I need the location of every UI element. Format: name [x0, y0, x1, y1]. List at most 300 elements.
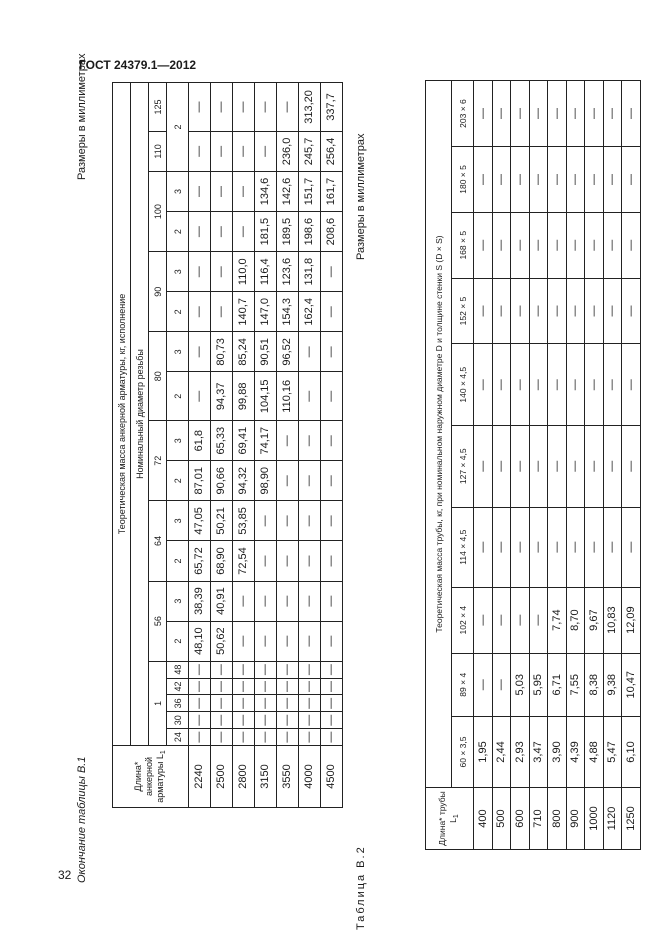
- length-cell: 4000: [299, 746, 321, 808]
- diameter-header: 72: [149, 421, 167, 501]
- mass-cell: —: [548, 278, 567, 344]
- mass-cell: 1,95: [474, 716, 493, 787]
- mass-cell: —: [529, 507, 548, 587]
- mass-cell: 8,38: [585, 653, 604, 716]
- mass-cell: —: [548, 344, 567, 426]
- diameter-header: 80: [149, 332, 167, 421]
- mass-cell: 98,90: [255, 461, 277, 501]
- mass-cell: —: [299, 581, 321, 621]
- mass-header: Теоретическая масса трубы, кг, при номинальном наружном диаметре D и толщине стенки S (D × S): [426, 81, 452, 788]
- length-cell: 2800: [233, 746, 255, 808]
- mass-cell: —: [511, 587, 530, 653]
- exec-subheader: 2: [167, 541, 189, 581]
- mass-cell: 123,6: [277, 252, 299, 292]
- mass-cell: —: [529, 212, 548, 278]
- mass-cell: —: [585, 147, 604, 213]
- mass-cell: —: [321, 421, 343, 461]
- mass-cell: —: [566, 212, 585, 278]
- mass-cell: —: [511, 212, 530, 278]
- table-row: [211, 83, 233, 808]
- mass-cell: —: [233, 83, 255, 132]
- mass-cell: —: [299, 678, 321, 695]
- mass-cell: —: [255, 131, 277, 171]
- length-header-text: Длина* анкерной арматуры L: [132, 754, 165, 803]
- table-row: [474, 81, 493, 850]
- mass-cell: —: [566, 344, 585, 426]
- mass-cell: 181,5: [255, 212, 277, 252]
- size-header: 89 × 4: [452, 653, 474, 716]
- mass-cell: 4,39: [566, 716, 585, 787]
- size-header: 180 × 5: [452, 147, 474, 213]
- exec-subheader: 2: [167, 621, 189, 661]
- mass-cell: —: [277, 661, 299, 678]
- mass-cell: —: [566, 278, 585, 344]
- mass-cell: —: [211, 252, 233, 292]
- mass-cell: —: [277, 729, 299, 746]
- mass-cell: —: [622, 212, 641, 278]
- mass-cell: —: [511, 426, 530, 508]
- diameter-header: 100: [149, 171, 167, 251]
- mass-cell: —: [622, 81, 641, 147]
- mass-cell: 245,7: [299, 131, 321, 171]
- length-header-sub: 1: [159, 750, 167, 755]
- mass-cell: —: [321, 541, 343, 581]
- mass-cell: —: [321, 661, 343, 678]
- mass-cell: 48,10: [189, 621, 211, 661]
- diameter-header: 64: [149, 501, 167, 581]
- mass-cell: 9,67: [585, 587, 604, 653]
- mass-cell: 110,0: [233, 252, 255, 292]
- mass-cell: —: [474, 507, 493, 587]
- mass-cell: 80,73: [211, 332, 233, 372]
- size-header: 152 × 5: [452, 278, 474, 344]
- mass-cell: 189,5: [277, 212, 299, 252]
- mass-cell: —: [277, 581, 299, 621]
- length-cell: 3150: [255, 746, 277, 808]
- mass-cell: 4,88: [585, 716, 604, 787]
- mass-cell: —: [233, 729, 255, 746]
- mass-cell: —: [321, 729, 343, 746]
- length-header-text: Длина* трубы L: [437, 791, 458, 846]
- mass-cell: —: [566, 81, 585, 147]
- mass-cell: —: [299, 729, 321, 746]
- mass-cell: —: [189, 661, 211, 678]
- mass-cell: —: [299, 712, 321, 729]
- mass-cell: 69,41: [233, 421, 255, 461]
- mass-cell: —: [529, 426, 548, 508]
- mass-cell: —: [189, 695, 211, 712]
- mass-cell: —: [492, 212, 511, 278]
- mass-cell: —: [529, 344, 548, 426]
- mass-cell: 147,0: [255, 292, 277, 332]
- mass-cell: —: [492, 653, 511, 716]
- length-header: [113, 746, 189, 808]
- mass-cell: 99,88: [233, 372, 255, 421]
- mass-cell: —: [255, 621, 277, 661]
- mass-cell: —: [233, 712, 255, 729]
- mass-cell: 9,38: [603, 653, 622, 716]
- mass-cell: 131,8: [299, 252, 321, 292]
- mass-cell: —: [511, 278, 530, 344]
- table-row: [566, 81, 585, 850]
- mass-cell: —: [474, 212, 493, 278]
- mass-cell: —: [492, 426, 511, 508]
- mass-cell: —: [255, 501, 277, 541]
- mass-cell: —: [277, 541, 299, 581]
- mass-cell: —: [492, 344, 511, 426]
- mass-cell: —: [622, 147, 641, 213]
- mass-cell: 40,91: [211, 581, 233, 621]
- mass-cell: 8,70: [566, 587, 585, 653]
- mass-cell: —: [321, 501, 343, 541]
- mass-cell: —: [277, 461, 299, 501]
- mass-cell: —: [233, 621, 255, 661]
- mass-cell: —: [299, 461, 321, 501]
- mass-cell: 94,32: [233, 461, 255, 501]
- mass-cell: —: [321, 678, 343, 695]
- mass-cell: —: [474, 587, 493, 653]
- length-header-sub: 1: [453, 814, 460, 819]
- table-row: [622, 81, 641, 850]
- mass-cell: —: [585, 212, 604, 278]
- exec-subheader: 3: [167, 421, 189, 461]
- exec-subheader: 3: [167, 332, 189, 372]
- document-header: ГОСТ 24379.1—2012: [79, 58, 197, 72]
- mass-cell: —: [321, 252, 343, 292]
- length-cell: 710: [529, 788, 548, 850]
- mass-cell: 10,83: [603, 587, 622, 653]
- mass-cell: 313,20: [299, 83, 321, 132]
- diameter-header: 125: [149, 83, 167, 132]
- mass-cell: —: [233, 581, 255, 621]
- mass-cell: —: [255, 541, 277, 581]
- mass-cell: 85,24: [233, 332, 255, 372]
- mass-cell: 236,0: [277, 131, 299, 171]
- mass-cell: 3,90: [548, 716, 567, 787]
- table-b2-grid: [425, 80, 641, 850]
- mass-cell: —: [233, 212, 255, 252]
- mass-cell: 65,72: [189, 541, 211, 581]
- mass-cell: —: [603, 278, 622, 344]
- mass-cell: 104,15: [255, 372, 277, 421]
- mass-cell: —: [321, 712, 343, 729]
- mass-cell: —: [233, 171, 255, 211]
- mass-cell: —: [529, 278, 548, 344]
- length-cell: 1000: [585, 788, 604, 850]
- length-cell: 2500: [211, 746, 233, 808]
- size-header: 114 × 4,5: [452, 507, 474, 587]
- mass-cell: —: [511, 81, 530, 147]
- mass-cell: 94,37: [211, 372, 233, 421]
- mass-cell: —: [585, 278, 604, 344]
- length-cell: 1120: [603, 788, 622, 850]
- mass-cell: 110,16: [277, 372, 299, 421]
- mass-cell: —: [492, 81, 511, 147]
- table-row: [277, 83, 299, 808]
- diameter-header: 90: [149, 252, 167, 332]
- mass-cell: —: [277, 83, 299, 132]
- table-b1-units: Размеры в миллиметрах: [76, 53, 88, 180]
- mass-cell: —: [211, 292, 233, 332]
- mass-cell: 140,7: [233, 292, 255, 332]
- mass-cell: —: [622, 507, 641, 587]
- mass-cell: —: [603, 147, 622, 213]
- mass-cell: —: [189, 212, 211, 252]
- mass-cell: —: [321, 372, 343, 421]
- table-row: [511, 81, 530, 850]
- mass-cell: 154,3: [277, 292, 299, 332]
- mass-cell: —: [511, 147, 530, 213]
- mass-cell: —: [585, 426, 604, 508]
- mass-cell: —: [277, 621, 299, 661]
- mass-cell: —: [511, 344, 530, 426]
- page-number: 32: [58, 868, 72, 882]
- mass-cell: 256,4: [321, 131, 343, 171]
- mass-cell: —: [211, 712, 233, 729]
- mass-cell: —: [321, 461, 343, 501]
- length-cell: 400: [474, 788, 493, 850]
- mass-cell: —: [189, 332, 211, 372]
- mass-cell: 90,66: [211, 461, 233, 501]
- mass-cell: —: [548, 147, 567, 213]
- mass-cell: 53,85: [233, 501, 255, 541]
- table-b2-caption: Таблица В.2: [355, 845, 367, 930]
- mass-cell: —: [299, 421, 321, 461]
- table-row: [603, 81, 622, 850]
- mass-cell: —: [566, 426, 585, 508]
- table-b1-caption: Окончание таблицы В.1: [76, 756, 88, 883]
- thread-header: Номинальный диаметр резьбы: [131, 83, 149, 746]
- table-b1: [112, 82, 343, 808]
- mass-cell: 7,74: [548, 587, 567, 653]
- mass-cell: 68,90: [211, 541, 233, 581]
- mass-cell: —: [548, 81, 567, 147]
- exec-subheader: 3: [167, 252, 189, 292]
- length-cell: 800: [548, 788, 567, 850]
- mass-cell: —: [255, 678, 277, 695]
- table-row: [585, 81, 604, 850]
- mass-cell: —: [211, 678, 233, 695]
- mass-cell: —: [492, 507, 511, 587]
- mass-cell: —: [511, 507, 530, 587]
- exec-subheader: 3: [167, 581, 189, 621]
- mass-cell: —: [529, 81, 548, 147]
- mass-cell: —: [492, 278, 511, 344]
- mass-cell: —: [321, 292, 343, 332]
- exec-subheader: 3: [167, 501, 189, 541]
- mass-cell: 161,7: [321, 171, 343, 211]
- mass-cell: —: [211, 212, 233, 252]
- mass-cell: —: [189, 729, 211, 746]
- table-row: [255, 83, 277, 808]
- mass-cell: —: [474, 653, 493, 716]
- length-cell: 500: [492, 788, 511, 850]
- mass-cell: —: [603, 426, 622, 508]
- mass-cell: —: [321, 581, 343, 621]
- mass-cell: —: [474, 81, 493, 147]
- mass-cell: —: [548, 426, 567, 508]
- size-header: 102 × 4: [452, 587, 474, 653]
- mass-cell: —: [233, 678, 255, 695]
- mass-cell: —: [299, 501, 321, 541]
- mass-header: Теоретическая масса анкерной арматуры, кг, исполнение: [113, 83, 131, 746]
- mass-cell: —: [299, 372, 321, 421]
- mass-cell: —: [211, 729, 233, 746]
- mass-cell: —: [474, 344, 493, 426]
- mass-cell: 50,21: [211, 501, 233, 541]
- mass-cell: —: [299, 621, 321, 661]
- mass-cell: —: [189, 171, 211, 211]
- mass-cell: —: [474, 426, 493, 508]
- mass-cell: 208,6: [321, 212, 343, 252]
- mass-cell: —: [277, 712, 299, 729]
- mass-cell: 162,4: [299, 292, 321, 332]
- mass-cell: 3,47: [529, 716, 548, 787]
- table-row: [321, 83, 343, 808]
- table-row: [548, 81, 567, 850]
- mass-cell: —: [603, 212, 622, 278]
- mass-cell: 134,6: [255, 171, 277, 211]
- mass-cell: —: [189, 83, 211, 132]
- mass-cell: 142,6: [277, 171, 299, 211]
- diameter-header: 30: [167, 712, 189, 729]
- mass-cell: 2,44: [492, 716, 511, 787]
- table-row: [299, 83, 321, 808]
- exec-subheader: 3: [167, 171, 189, 211]
- mass-cell: —: [277, 421, 299, 461]
- table-b2: [355, 80, 640, 930]
- length-cell: 1250: [622, 788, 641, 850]
- mass-cell: 96,52: [277, 332, 299, 372]
- mass-cell: 151,7: [299, 171, 321, 211]
- table-row: [529, 81, 548, 850]
- mass-cell: —: [277, 695, 299, 712]
- mass-cell: —: [255, 729, 277, 746]
- exec-subheader: 2: [167, 372, 189, 421]
- mass-cell: —: [233, 131, 255, 171]
- mass-cell: —: [211, 171, 233, 211]
- size-header: 203 × 6: [452, 81, 474, 147]
- length-cell: 2240: [189, 746, 211, 808]
- diameter-header: 48: [167, 661, 189, 678]
- mass-cell: 5,47: [603, 716, 622, 787]
- mass-cell: —: [321, 695, 343, 712]
- mass-cell: —: [585, 344, 604, 426]
- mass-cell: —: [566, 507, 585, 587]
- mass-cell: 5,95: [529, 653, 548, 716]
- mass-cell: —: [492, 587, 511, 653]
- exec-header-1: 1: [149, 661, 167, 745]
- mass-cell: 6,71: [548, 653, 567, 716]
- length-cell: 4500: [321, 746, 343, 808]
- table-row: [189, 83, 211, 808]
- mass-cell: —: [233, 695, 255, 712]
- mass-cell: 5,03: [511, 653, 530, 716]
- mass-cell: —: [529, 147, 548, 213]
- table-row: [492, 81, 511, 850]
- exec-subheader: 2: [167, 292, 189, 332]
- mass-cell: 87,01: [189, 461, 211, 501]
- mass-cell: 6,10: [622, 716, 641, 787]
- mass-cell: 10,47: [622, 653, 641, 716]
- mass-cell: —: [585, 81, 604, 147]
- mass-cell: 90,51: [255, 332, 277, 372]
- length-cell: 600: [511, 788, 530, 850]
- mass-cell: —: [189, 372, 211, 421]
- mass-cell: 2,93: [511, 716, 530, 787]
- size-header: 140 × 4,5: [452, 344, 474, 426]
- mass-cell: 38,39: [189, 581, 211, 621]
- mass-cell: 72,54: [233, 541, 255, 581]
- mass-cell: —: [474, 147, 493, 213]
- mass-cell: —: [299, 541, 321, 581]
- mass-cell: 12,09: [622, 587, 641, 653]
- mass-cell: —: [189, 712, 211, 729]
- mass-cell: —: [255, 83, 277, 132]
- mass-cell: —: [255, 695, 277, 712]
- mass-cell: —: [474, 278, 493, 344]
- mass-cell: —: [585, 507, 604, 587]
- mass-cell: —: [189, 252, 211, 292]
- mass-cell: 198,6: [299, 212, 321, 252]
- table-row: [233, 83, 255, 808]
- mass-cell: —: [299, 332, 321, 372]
- mass-cell: —: [622, 278, 641, 344]
- mass-cell: —: [529, 587, 548, 653]
- size-header: 127 × 4,5: [452, 426, 474, 508]
- mass-cell: 47,05: [189, 501, 211, 541]
- mass-cell: —: [211, 661, 233, 678]
- mass-cell: —: [211, 695, 233, 712]
- length-cell: 3550: [277, 746, 299, 808]
- mass-cell: —: [321, 621, 343, 661]
- mass-cell: —: [189, 678, 211, 695]
- mass-cell: —: [211, 131, 233, 171]
- mass-cell: —: [277, 678, 299, 695]
- mass-cell: —: [603, 344, 622, 426]
- mass-cell: 74,17: [255, 421, 277, 461]
- mass-cell: —: [603, 507, 622, 587]
- mass-cell: —: [622, 426, 641, 508]
- diameter-header: 36: [167, 695, 189, 712]
- exec-header-2: 2: [167, 83, 189, 172]
- mass-cell: —: [321, 332, 343, 372]
- mass-cell: —: [603, 81, 622, 147]
- size-header: 168 × 5: [452, 212, 474, 278]
- mass-cell: —: [255, 712, 277, 729]
- mass-cell: 50,62: [211, 621, 233, 661]
- diameter-header: 110: [149, 131, 167, 171]
- mass-cell: —: [299, 695, 321, 712]
- mass-cell: —: [255, 661, 277, 678]
- mass-cell: —: [622, 344, 641, 426]
- diameter-header: 42: [167, 678, 189, 695]
- mass-cell: —: [189, 131, 211, 171]
- exec-subheader: 2: [167, 461, 189, 501]
- mass-cell: —: [233, 661, 255, 678]
- mass-cell: 65,33: [211, 421, 233, 461]
- table-b2-units: Размеры в миллиметрах: [355, 133, 367, 260]
- mass-cell: 61,8: [189, 421, 211, 461]
- length-cell: 900: [566, 788, 585, 850]
- mass-cell: —: [492, 147, 511, 213]
- mass-cell: —: [211, 83, 233, 132]
- mass-cell: —: [566, 147, 585, 213]
- exec-subheader: 2: [167, 212, 189, 252]
- mass-cell: —: [277, 501, 299, 541]
- size-header: 60 × 3,5: [452, 716, 474, 787]
- diameter-header: 56: [149, 581, 167, 661]
